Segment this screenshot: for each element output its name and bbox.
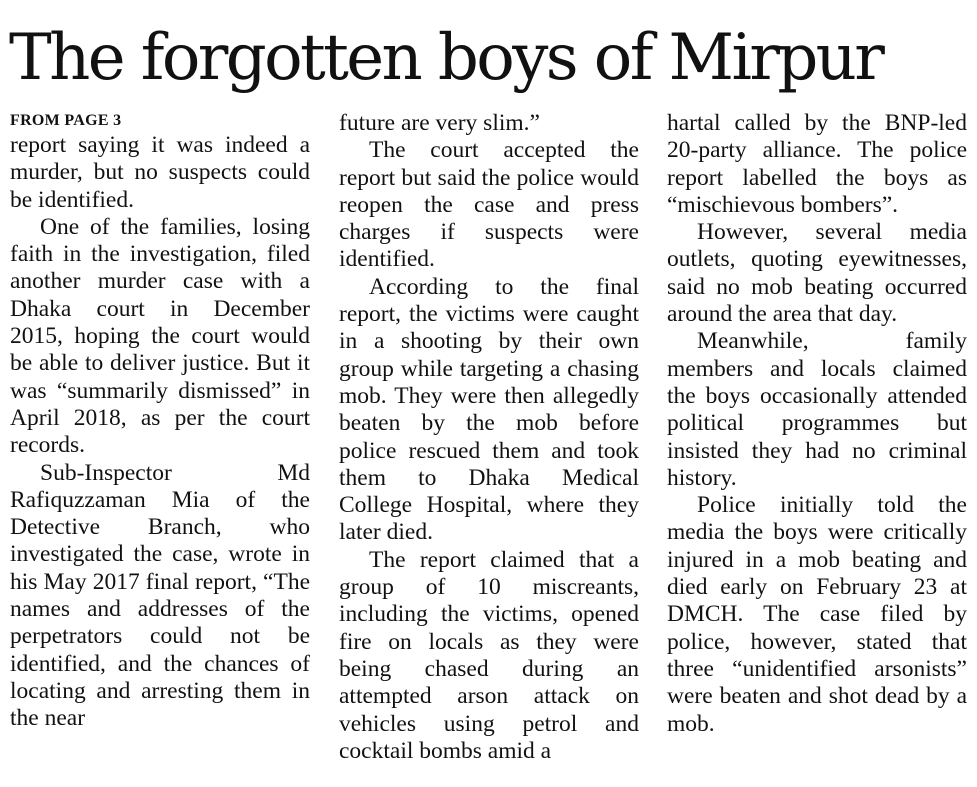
- paragraph-continued: report saying it was indeed a murder, but no suspects could be identified.: [10, 132, 310, 213]
- paragraph: The court accepted the report but said the police would reopen the case and press charges if suspects were identified.: [339, 137, 639, 273]
- article-column-1: [10, 110, 310, 733]
- article-column-3: [667, 110, 967, 738]
- paragraph: Police initially told the media the boys were critically injured in a mob beating and died early on February 23 at DMCH. The case filed by police, however, stated that three “unidentified arsonists” were beaten and shot dead by a mob.: [667, 492, 967, 737]
- paragraph-continued: hartal called by the BNP-led 20-party alliance. The police report labelled the boys as “mischievous bombers”.: [667, 110, 967, 218]
- article-column-2: [339, 110, 639, 765]
- headline: The forgotten boys of Mirpur: [9, 21, 883, 95]
- paragraph-continued: future are very slim.”: [339, 110, 540, 136]
- paragraph: Meanwhile, family members and locals claimed the boys occasionally attended political programmes but insisted they had no criminal history.: [667, 328, 967, 491]
- paragraph: However, several media outlets, quoting eyewitnesses, said no mob beating occurred around the area that day.: [667, 219, 967, 328]
- jump-line: FROM PAGE 3: [10, 112, 122, 129]
- paragraph: According to the final report, the victims were caught in a shooting by their own group while targeting a chasing mob. They were then allegedly beaten by the mob before police rescued them and took them to Dhaka Medical College Hospital, where they later died.: [339, 273, 639, 546]
- paragraph: Sub-Inspector Md Rafiquzzaman Mia of the Detective Branch, who investigated the case, wrote in his May 2017 final report, “The names and addresses of the perpetrators could not be identified, and the chances of locating and arresting them in the near: [10, 459, 310, 732]
- paragraph: The report claimed that a group of 10 miscreants, including the victims, opened fire on locals as they were being chased during an attempted arson attack on vehicles using petrol and cocktail bombs amid a: [339, 546, 639, 764]
- paragraph: One of the families, losing faith in the investigation, filed another murder case with a Dhaka court in December 2015, hoping the court would be able to deliver justice. But it was “summarily dismissed” in April 2018, as per the court records.: [10, 213, 310, 459]
